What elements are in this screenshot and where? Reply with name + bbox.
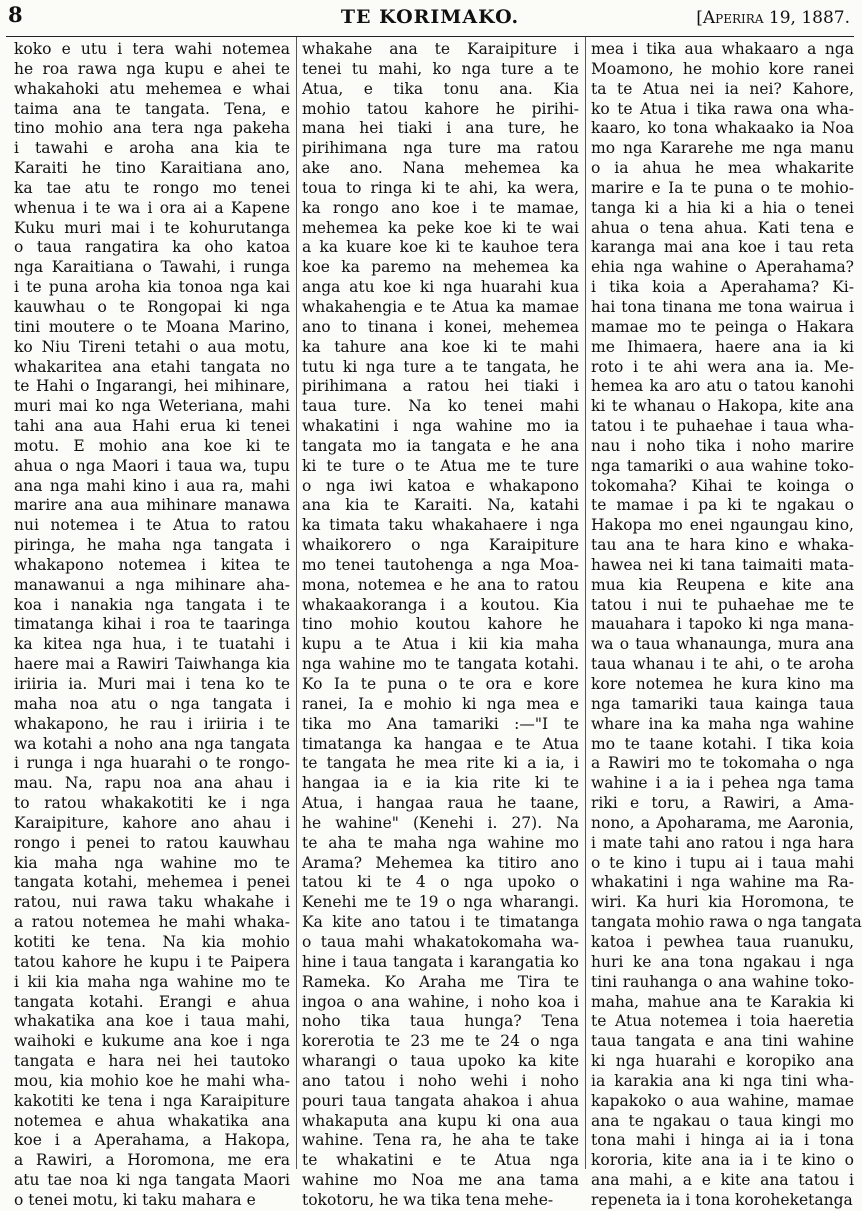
text-line: wa kotahi a noho ana nga tangata — [14, 734, 290, 753]
text-line: tanga ki a hia ki a hia o tenei — [591, 198, 854, 217]
text-line: noho tika taua hunga? Tena — [302, 1012, 579, 1031]
text-line: o ia ahua he mea whakarite — [591, 159, 854, 178]
text-line: whakaakoranga i a koutou. Kia — [302, 595, 579, 614]
text-line: nga tamariki taua kainga taua — [591, 694, 854, 713]
text-line: nga Karaitiana o Tawahi, i runga — [14, 258, 290, 277]
text-line: motu. E mohio ana koe ki te — [14, 436, 290, 455]
text-line: timatanga ka hangaa e te Atua — [302, 734, 579, 753]
text-line: hawea nei ki tana taimaiti mata- — [591, 555, 854, 574]
text-line: whakatini i nga wahine mo ia — [302, 417, 579, 436]
text-line: anga atu koe ki nga huarahi kua — [302, 278, 579, 297]
text-line: Atua, i hangaa raua he taane, — [302, 794, 579, 813]
text-line: ki te ture o te Atua me te ture — [302, 456, 579, 475]
text-line: a Rawiri mo te tokomaha o nga — [591, 754, 854, 773]
text-line: kia maha nga wahine mo te — [14, 853, 290, 872]
column-divider — [296, 37, 297, 1169]
text-line: kaaro, ko tona whakaako ia Noa — [591, 119, 854, 138]
text-line: nui notemea i te Atua to ratou — [14, 516, 290, 535]
text-line: mana hei tiaki i ana ture, he — [302, 119, 579, 138]
text-line: kakotiti ke tena i nga Karaipiture — [14, 1091, 290, 1110]
text-line: whakaputa ana kupu ki ona aua — [302, 1111, 579, 1130]
text-line: Karaiti he tino Karaitiana ano, — [14, 159, 290, 178]
text-line: whakahengia e te Atua ka mamae — [302, 297, 579, 316]
newspaper-title: TE KORIMAKO. — [340, 6, 520, 28]
text-line: Karaipiture, kahore ano ahau i — [14, 813, 290, 832]
text-line: te aha te maha nga wahine mo — [302, 833, 579, 852]
text-line: wahine mo Noa me ana tama — [302, 1171, 579, 1190]
text-line: tokotoru, he wa tika tena mehe- — [302, 1190, 554, 1209]
text-line: Rameka. Ko Araha me Tira te — [302, 972, 579, 991]
text-line: kotiti ke tena. Na kia mohio — [14, 932, 290, 951]
text-line: whare ina ka maha nga wahine — [591, 714, 854, 733]
text-line: mehemea ka peke koe ki te wai — [302, 218, 579, 237]
text-line: marire e Ia te puna o te mohio- — [591, 178, 854, 197]
text-line: te Hahi o Ingarangi, hei mihinare, — [14, 377, 290, 396]
text-line: tangata e hara nei hei tautoko — [14, 1052, 290, 1071]
text-line: marire ana aua mihinare manawa — [14, 496, 290, 515]
text-line: wharangi o taua upoko ka kite — [302, 1052, 579, 1071]
text-line: tahi ana aua Hahi erua ki tenei — [14, 417, 290, 436]
text-line: iriiria ia. Muri mai i tena ko te — [14, 675, 290, 693]
text-line: ehia nga wahine o Aperahama? — [591, 258, 854, 277]
text-line: Kuku muri mai i te kohurutanga — [14, 218, 290, 237]
text-line: tangata mohio rawa o nga tangata — [591, 913, 862, 932]
text-line: whakaritea ana etahi tangata no — [14, 357, 290, 376]
text-line: maha noa atu o nga tangata i — [14, 694, 290, 713]
text-line: te Atua notemea i toia haeretia — [591, 1012, 854, 1031]
text-line: ana te ngakau o taua kingi mo — [591, 1111, 854, 1130]
text-line: tika mo Ana tamariki :—"I te — [302, 714, 579, 733]
text-line: ka kitea nga hua, i te tuatahi i — [14, 635, 290, 654]
text-line: nga wahine mo te tangata kotahi. — [302, 655, 579, 674]
text-line: pirihimana a ratou hei tiaki i — [302, 377, 579, 396]
text-line: wahine. Tena ra, he aha te take — [302, 1131, 579, 1150]
text-line: ki te whanau o Hakopa, kite ana — [591, 397, 854, 416]
text-line: wahine i a ia i pehea nga tama — [591, 774, 854, 793]
text-line: taua whanau i te ahi, o te aroha — [591, 655, 854, 674]
text-line: whakapono, he rau i iriiria i te — [14, 714, 290, 733]
text-line: Moamono, he mohio kore ranei — [591, 59, 854, 78]
column-divider — [585, 37, 586, 1169]
text-line: ki nga huarahi e koropiko ana — [591, 1052, 854, 1071]
text-line: tutu ki nga ture a te tangata, he — [302, 357, 579, 376]
text-line: rongo i penei to ratou kauwhau — [14, 833, 290, 852]
text-line: tokomaha? Kihai te koinga o — [591, 476, 854, 495]
text-line: i te puna aroha kia tonoa nga kai — [14, 278, 290, 297]
text-line: ka tahure ana koe ki te mahi — [302, 337, 579, 356]
page-number: 8 — [8, 2, 23, 27]
text-line: haere mai a Rawiri Taiwhanga kia — [14, 655, 290, 674]
text-line: i mate tahi ano ratou i nga hara — [591, 833, 854, 852]
text-line: whakatini i nga wahine ma Ra- — [591, 873, 854, 892]
text-line: toua to ringa ki te ahi, ka wera, — [302, 178, 579, 197]
text-line: taima ana te tangata. Tena, e — [14, 99, 290, 118]
text-line: hine i taua tangata i karangatia ko — [302, 952, 579, 971]
text-line: nau i noho tika i noho marire — [591, 436, 854, 455]
text-line: nono, a Apoharama, me Aaronia, — [591, 813, 854, 832]
text-line: Atua, e tika tonu ana. Kia — [302, 79, 579, 98]
text-line: i kii kia maha nga wahine mo te — [14, 972, 290, 991]
text-line: koe ka paremo na mehemea ka — [302, 258, 579, 277]
text-line: o taua mahi whakatokomaha wa- — [302, 932, 579, 951]
text-line: katoa i pewhea taua ruanuku, — [591, 932, 854, 951]
text-line: ahua o nga Maori i taua wa, tupu — [14, 456, 290, 475]
text-line: i runga i nga huarahi o te rongo- — [14, 754, 290, 773]
text-line: mo te taane kotahi. I tika koia — [591, 734, 854, 753]
text-line: mea i tika aua whakaaro a nga — [591, 40, 854, 58]
text-line: karanga mai ana koe i tau reta — [591, 238, 854, 257]
text-line: piringa, he maha nga tangata i — [14, 536, 290, 555]
text-line: wiri. Ka huri kia Horomona, te — [591, 893, 854, 912]
text-line: ahua o tena ahua. Kati tena e — [591, 218, 854, 237]
text-line: tatou i nui te puhaehae me te — [591, 595, 854, 614]
text-line: ano to tinana i konei, mehemea — [302, 317, 579, 336]
text-line: koa i nanakia nga tangata i te — [14, 595, 290, 614]
text-line: kororia, kite ana ia i te kino o — [591, 1151, 854, 1170]
text-line: mohio tatou kahore he pirihi- — [302, 99, 579, 118]
text-line: Ka kite ano tatou i te timatanga — [302, 913, 579, 932]
text-line: mo tenei tautohenga a nga Moa- — [302, 555, 579, 574]
text-line: Hakopa mo enei ngaungau kino, — [591, 516, 854, 535]
text-line: o nga iwi katoa e whakapono — [302, 476, 579, 495]
text-line: tona mahi i hinga ai ia i tona — [591, 1131, 854, 1150]
text-line: he roa rawa nga kupu e ahei te — [14, 59, 290, 78]
text-line: huri ke ana tona ngakau i nga — [591, 952, 854, 971]
text-line: mamae mo te peinga o Hakara — [591, 317, 854, 336]
text-line: roto i te ahi wera ana ia. Me- — [591, 357, 854, 376]
text-line: o tenei motu, ki taku mahara e — [14, 1190, 256, 1209]
text-line: pirihimana nga ture ma ratou — [302, 139, 579, 158]
text-line: Arama? Mehemea ka titiro ano — [302, 853, 579, 872]
text-line: koe i a Aperahama, a Hakopa, — [14, 1131, 290, 1150]
text-line: whakatika ana koe i taua mahi, — [14, 1012, 290, 1031]
text-line: a ka kuare koe ki te kauhoe tera — [302, 238, 579, 257]
text-line: riki e toru, a Rawiri, a Ama- — [591, 794, 854, 813]
text-line: te whakatini e te Atua nga — [302, 1151, 579, 1170]
text-line: Kenehi me te 19 o nga wharangi. — [302, 893, 579, 912]
text-line: kapakoko o aua wahine, mamae — [591, 1091, 854, 1110]
text-line: mua kia Reupena e kite ana — [591, 575, 854, 594]
text-line: muri mai ko nga Weteriana, mahi — [14, 397, 290, 416]
text-line: a Rawiri, a Horomona, me era — [14, 1151, 290, 1170]
text-line: ana kia te Karaiti. Na, katahi — [302, 496, 579, 515]
text-line: taua ture. Na ko tenei mahi — [302, 397, 579, 416]
text-line: mona, notemea e he ana to ratou — [302, 575, 579, 594]
text-line: tatou i te puhaehae i taua wha- — [591, 417, 854, 436]
text-line: to ratou whakakotiti ke i nga — [14, 794, 290, 813]
text-line: i tika koia a Aperahama? Ki- — [591, 278, 854, 297]
text-line: ana nga mahi kino i aua ra, mahi — [14, 476, 290, 495]
text-line: tini rauhanga o ana wahine toko- — [591, 972, 854, 991]
text-line: whaikorero o nga Karaipiture — [302, 536, 579, 555]
text-line: ingoa o ana wahine, i noho koa i — [302, 992, 579, 1011]
text-line: timatanga kihai i roa te taaringa — [14, 615, 290, 634]
text-column-2 — [302, 40, 579, 1209]
text-line: Ko Ia te puna o te ora e kore — [302, 675, 579, 693]
text-line: hemea ka aro atu o tatou kanohi — [591, 377, 854, 396]
text-line: te tangata he mea rite ki a ia, i — [302, 754, 579, 773]
text-line: o te kino i tupu ai i taua mahi — [591, 853, 854, 872]
text-line: pouri taua tangata ahakoa i ahua — [302, 1091, 579, 1110]
text-line: atu tae noa ki nga tangata Maori — [14, 1171, 290, 1190]
text-line: hangaa ia e ia kia rite ki te — [302, 774, 579, 793]
text-column-3 — [591, 40, 862, 1209]
text-line: taua tangata e ana tini wahine — [591, 1032, 854, 1051]
text-line: a ratou notemea he mahi whaka- — [14, 913, 290, 932]
text-line: hai tona tinana me tona wairua i — [591, 297, 854, 316]
text-line: he wahine" (Kenehi i. 27). Na — [302, 813, 579, 832]
text-line: repeneta ia i tona koroheketanga — [591, 1190, 853, 1209]
text-line: ko Niu Tireni tetahi o aua motu, — [14, 337, 290, 356]
text-line: ka timata taku whakahaere i nga — [302, 516, 579, 535]
text-line: maha, mahue ana te Karakia ki — [591, 992, 854, 1011]
text-line: tau ana te hara kino e whaka- — [591, 536, 854, 555]
text-line: whakapono notemea i kitea te — [14, 555, 290, 574]
text-line: tatou kahore he kupu i te Paipera — [14, 952, 290, 971]
text-line: manawanui a nga mihinare aha- — [14, 575, 290, 594]
text-line: ana mahi, a e kite ana tatou i — [591, 1171, 854, 1190]
text-line: whakahoki atu mehemea e whai — [14, 79, 290, 98]
text-line: tangata kotahi. Erangi e ahua — [14, 992, 290, 1011]
text-line: ranei, Ia e mohio ki nga mea e — [302, 694, 579, 713]
text-line: tatou ki te 4 o nga upoko o — [302, 873, 579, 892]
text-line: ta te Atua nei ia nei? Kahore, — [591, 79, 854, 98]
text-line: kore notemea he kura kino ma — [591, 675, 854, 693]
text-line: wa o taua whanaunga, mura ana — [591, 635, 854, 654]
text-line: koko e utu i tera wahi notemea — [14, 40, 290, 58]
text-line: me Ihimaera, haere ana ia ki — [591, 337, 854, 356]
text-line: tino mohio ana tera nga pakeha — [14, 119, 290, 138]
text-line: ratou, nui rawa taku whakahe i — [14, 893, 290, 912]
text-line: tini moutere o te Moana Marino, — [14, 317, 290, 336]
text-line: notemea e ahua whakatika ana — [14, 1111, 290, 1130]
text-line: ano tatou i noho wehi i noho — [302, 1071, 579, 1090]
text-line: tino mohio koutou kahore he — [302, 615, 579, 634]
page-header — [0, 0, 860, 36]
text-line: i tawahi e aroha ana kia te — [14, 139, 290, 158]
text-line: ake ano. Nana mehemea ka — [302, 159, 579, 178]
text-line: te mamae i pa ki te ngakau o — [591, 496, 854, 515]
text-line: mau. Na, rapu noa ana ahau i — [14, 774, 290, 793]
text-column-1 — [14, 40, 290, 1209]
text-line: whenua i te wa i ora ai a Kapene — [14, 198, 290, 217]
text-line: tangata kotahi, mehemea i penei — [14, 873, 290, 892]
text-line: ia karakia ana ki nga tini wha- — [591, 1071, 854, 1090]
text-line: whakahe ana te Karaipiture i — [302, 40, 579, 58]
text-line: ko te Atua i tika rawa ona wha- — [591, 99, 854, 118]
text-line: mo nga Kararehe me nga manu — [591, 139, 854, 158]
text-line: mauahara i tapoko ki nga mana- — [591, 615, 854, 634]
header-rule — [6, 36, 854, 37]
text-line: nga tamariki o aua wahine toko- — [591, 456, 854, 475]
issue-date: [Aperira 19, 1887. — [696, 8, 850, 28]
text-line: kupu a te Atua i kii kia maha — [302, 635, 579, 654]
text-line: waihoki e kukume ana koe i nga — [14, 1032, 290, 1051]
text-line: o taua rangatira ka oho katoa — [14, 238, 290, 257]
text-line: mou, kia mohio koe he mahi wha- — [14, 1071, 290, 1090]
text-line: korerotia te 23 me te 24 o nga — [302, 1032, 579, 1051]
text-line: ka rongo ano koe i te mamae, — [302, 198, 579, 217]
text-line: kauwhau o te Rongopai ki nga — [14, 297, 290, 316]
text-line: tangata mo ia tangata e he ana — [302, 436, 579, 455]
text-line: ka tae atu te rongo mo tenei — [14, 178, 290, 197]
text-line: tenei tu mahi, ko nga ture a te — [302, 59, 579, 78]
